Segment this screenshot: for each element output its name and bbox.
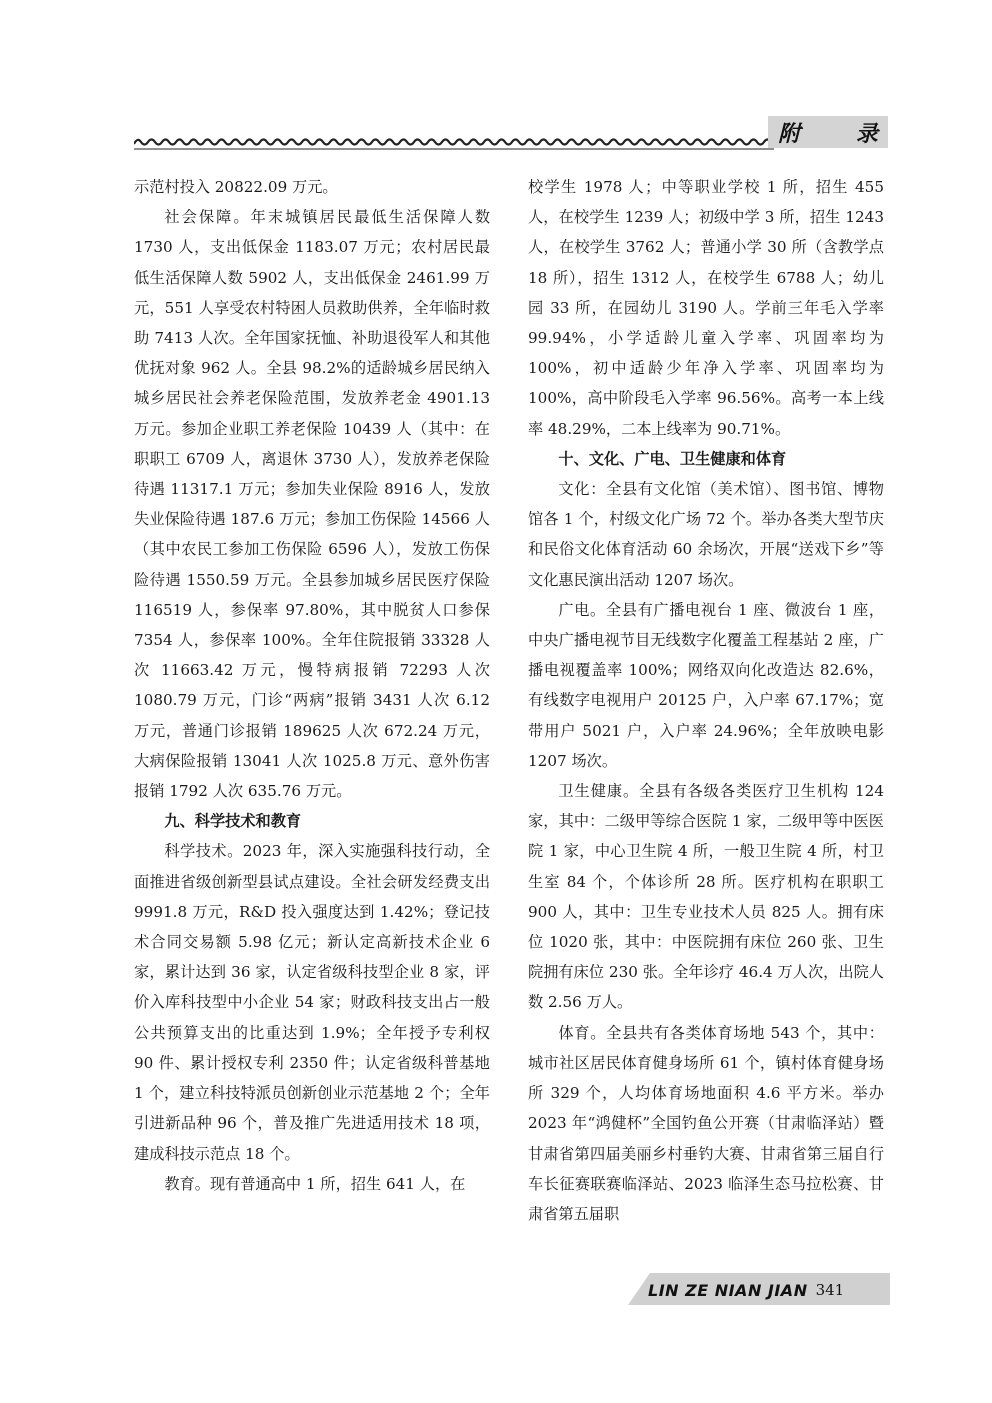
- paragraph-broadcast: [528, 595, 884, 776]
- footer: [648, 1278, 844, 1302]
- paragraph-sports: [528, 1018, 884, 1229]
- paragraph-lead: 体育。: [558, 1023, 607, 1042]
- section-heading: 九、科学技术和教育: [164, 812, 302, 831]
- paragraph: 校学生 1978 人；中等职业学校 1 所，招生 455 人，在校学生 1239 人；初级中学 3 所，招生 1243 人，在校学生 3762 人；普通小学 30 所（含教学点 18 所），招生 1312 人，在校学生 6788 人；幼儿园 33 所，在园幼儿 3190 人。学前三年毛入学率 99.94%，小学适龄儿童入学率、巩固率均为 100%，初中适龄少年净入学率、巩固率均为 100%，高中阶段毛入学率 96.56%。高考一本上线率 48.29%，二本上线率为 90.71%。: [528, 178, 884, 438]
- paragraph-body: 全县共有各类体育场地 543 个，其中：城市社区居民体育健身场所 61 个，镇村体育健身场所 329 个，人均体育场地面积 4.6 平方米。举办 2023 年“鸿健杯”全国钓鱼公开赛（甘肃临泽站）暨甘肃省第四届美丽乡村垂钓大赛、甘肃省第三届自行车长征赛联赛临泽站、2023 临泽生态马拉松赛、甘肃省第五届职: [528, 1023, 884, 1223]
- paragraph-lead: 教育。: [164, 1174, 210, 1193]
- paragraph-lead: 文化：: [558, 480, 607, 499]
- paragraph-lead: 社会保障。: [164, 208, 251, 227]
- paragraph-body: 2023 年，深入实施强科技行动，全面推进省级创新型县试点建设。全社会研发经费支出 9991.8 万元，R&D 投入强度达到 1.42%；登记技术合同交易额 5.98 亿元；新认定高新技术企业 6 家，累计达到 36 家，认定省级科技型企业 8 家，评价入库科技型中小企业 54 家；财政科技支出占一般公共预算支出的比重达到 1.9%；全年授予专利权 90 件、累计授权专利 2350 件；认定省级科普基地 1 个，建立科技特派员创新创业示范基地 2 个；全年引进新品种 96 个，普及推广先进适用技术 18 项，建成科技示范点 18 个。: [134, 842, 491, 1163]
- page-number: 341: [815, 1281, 845, 1299]
- paragraph-lead: 科学技术。: [164, 842, 243, 861]
- paragraph-body: 现有普通高中 1 所，招生 641 人，在: [209, 1174, 466, 1193]
- paragraph-culture: [528, 474, 884, 595]
- section-heading: 十、文化、广电、卫生健康和体育: [558, 449, 787, 468]
- paragraph-lead: 广电。: [558, 600, 606, 619]
- paragraph-health: [528, 776, 884, 1018]
- right-column: [528, 172, 884, 1229]
- paragraph-body: 全县有文化馆（美术馆）、图书馆、博物馆各 1 个，村级文化广场 72 个。举办各类大型节庆和民俗文化体育活动 60 余场次，开展“送戏下乡”等文化惠民演出活动 1207 场次。: [528, 480, 884, 589]
- paragraph-science: [134, 836, 490, 1168]
- paragraph-education: [134, 1169, 490, 1199]
- left-column: [134, 172, 490, 1199]
- footer-brand: LIN ZE NIAN JIAN: [648, 1280, 808, 1300]
- paragraph: 示范村投入 20822.09 万元。: [134, 178, 338, 196]
- paragraph-body: 全县有各级各类医疗卫生机构 124 家，其中：二级甲等综合医院 1 家，二级甲等中医医院 1 家，中心卫生院 4 所，一般卫生院 4 所，村卫生室 84 个，个体诊所 28 所。医疗机构在职职工 900 人，其中：卫生专业技术人员 825 人。拥有床位 1020 张，其中：中医院拥有床位 260 张、卫生院拥有床位 230 张。全年诊疗 46.4 万人次，出院人数 2.56 万人。: [528, 782, 884, 1012]
- header-wave-rule: [134, 132, 774, 154]
- section-tab: [768, 116, 902, 148]
- paragraph-body: 年末城镇居民最低生活保障人数 1730 人，支出低保金 1183.07 万元；农村居民最低生活保障人数 5902 人，支出低保金 2461.99 万元，551 人享受农村特困人员救助供养，全年临时救助 7413 人次。全年国家抚恤、补助退役军人和其他优抚对象 962 人。全县 98.2%的适龄城乡居民纳入城乡居民社会养老保险范围，发放养老金 4901.13 万元。参加企业职工养老保险 10439 人（其中：在职职工 6709 人，离退休 3730 人），发放养老保险待遇 11317.1 万元；参加失业保险 8916 人，发放失业保险待遇 187.6 万元；参加工伤保险 14566 人（其中农民工参加工伤保险 6596 人），发放工伤保险待遇 1550.59 万元。全县参加城乡居民医疗保险 116519 人，参保率 97.80%，其中脱贫人口参保 7354 人，参保率 100%。全年住院报销 33328 人次 11663.42 万元，慢特病报销 72293 人次 1080.79 万元，门诊“两病”报销 3431 人次 6.12 万元，普通门诊报销 189625 人次 672.24 万元，大病保险报销 13041 人次 1025.8 万元、意外伤害报销 1792 人次 635.76 万元。: [134, 208, 491, 801]
- section-title: 附 录: [778, 121, 902, 147]
- paragraph-body: 全县有广播电视台 1 座、微波台 1 座，中央广播电视节目无线数字化覆盖工程基站 2 座，广播电视覆盖率 100%；网络双向化改造达 82.6%，有线数字电视用户 20125 户，入户率 67.17%；宽带用户 5021 户，入户率 24.96%；全年放映电影 1207 场次。: [528, 600, 885, 770]
- paragraph-social-security: [134, 202, 490, 806]
- paragraph-lead: 卫生健康。: [558, 782, 640, 801]
